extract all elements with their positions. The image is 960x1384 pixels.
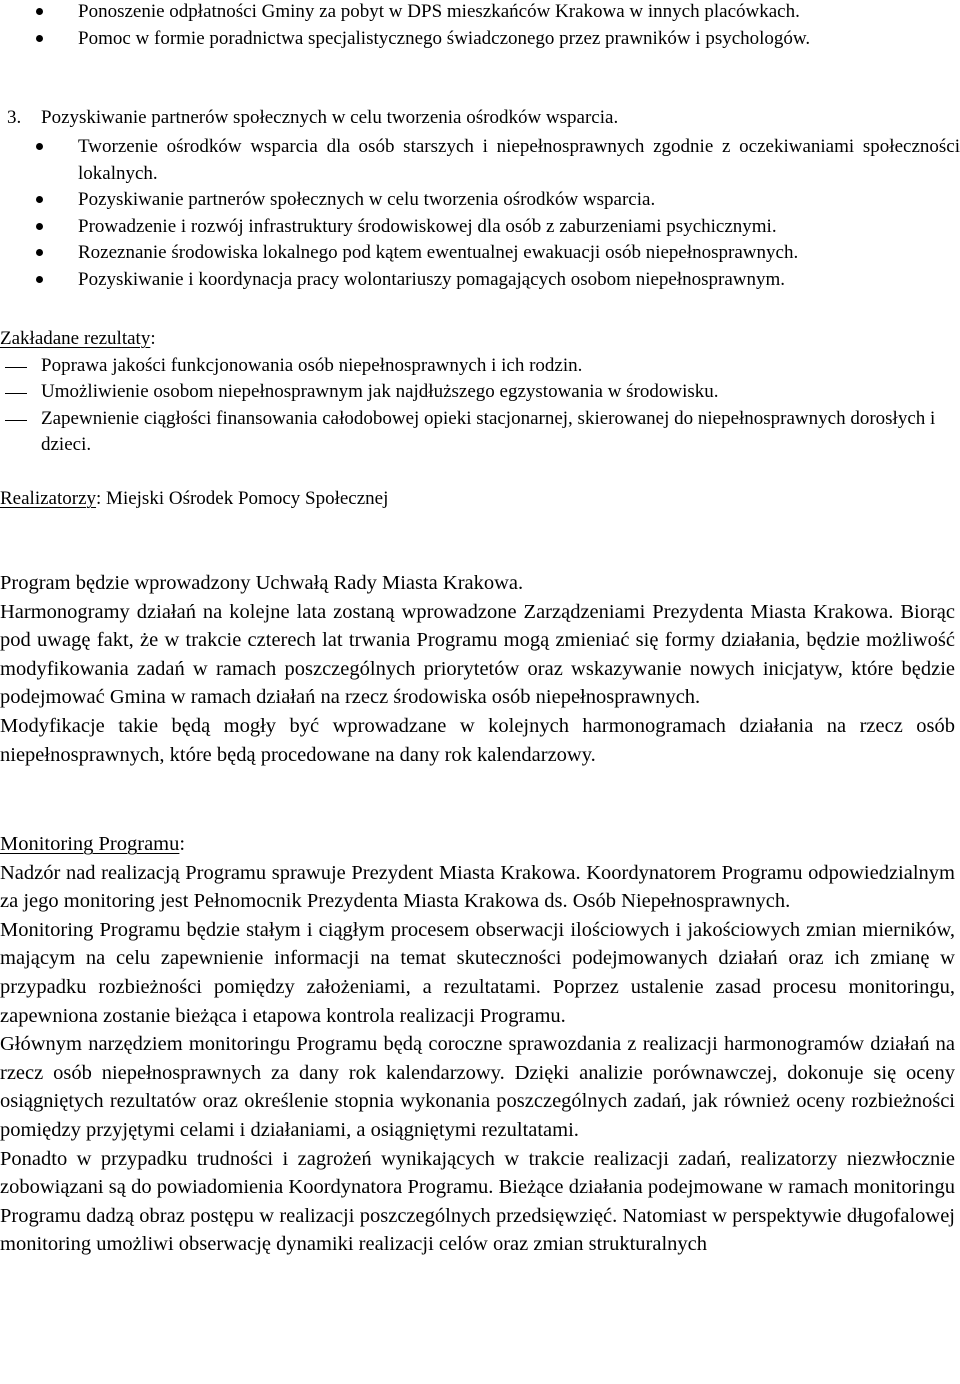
paragraph: Nadzór nad realizacją Programu sprawuje Prezydent Miasta Krakowa. Koordynatorem Programu odpowiedzialnym za jego monitoring jest Pełnomocnik Prezydenta Miasta Krakowa ds. Osób Niepełnosprawnych.: [0, 861, 955, 913]
paragraph: Monitoring Programu będzie stałym i ciągłym procesem obserwacji ilościowych i jakościowych zmian mierników, mającym na celu zapewnienie informacji na temat skuteczności podejmowanych działań oraz ich zmianę w przypadku rozbieżności pomiędzy założeniami, a rezultatami. Poprzez ustalenie zasad procesu monitoringu, zapewniona zostanie bieżąca i etapowa kontrola realizacji Programu.: [0, 918, 955, 1027]
bullet-icon: [36, 276, 43, 283]
bullet-icon: [36, 196, 43, 203]
dash-icon: [5, 367, 27, 368]
paragraph: Harmonogramy działań na kolejne lata zostaną wprowadzone Zarządzeniami Prezydenta Miasta Krakowa. Biorąc pod uwagę fakt, że w trakcie czterech lat trwania Programu mogą zmieniać się formy działania, będzie możliwość modyfikowania zadań w ramach poszczególnych priorytetów oraz wskazywanie nowych inicjatyw, które będzie podejmować Gmina w ramach działań na rzecz środowiska osób niepełnosprawnych.: [0, 600, 955, 709]
result-item: Poprawa jakości funkcjonowania osób niepełnosprawnych i ich rodzin.: [0, 353, 960, 380]
bullet-icon: [36, 249, 43, 256]
result-item: Umożliwienie osobom niepełnosprawnym jak najdłuższego egzystowania w środowisku.: [0, 379, 960, 406]
bullet-list-point3: [0, 134, 960, 294]
executors-label: Realizatorzy: [0, 488, 97, 509]
bullet-icon: [36, 143, 43, 150]
program-paragraphs: [0, 569, 955, 769]
bullet-item: Pozyskiwanie i koordynacja pracy wolontariuszy pomagających osobom niepełnosprawnym.: [0, 267, 960, 294]
dash-icon: [5, 420, 27, 421]
paragraph: Ponadto w przypadku trudności i zagrożeń wynikających w trakcie realizacji zadań, realizatorzy niezwłocznie zobowiązani są do powiadomienia Koordynatora Programu. Bieżące działania podejmowane w ramach monitoringu Programu dadzą obraz postępu w realizacji poszczególnych przedsięwzięć. Natomiast w perspektywie długofalowej monitoring umożliwi obserwację dynamiki realizacji celów oraz zmian strukturalnych: [0, 1147, 955, 1256]
results-section: [0, 326, 960, 459]
bullet-item: Rozeznanie środowiska lokalnego pod kątem ewentualnej ewakuacji osób niepełnosprawnych.: [0, 240, 960, 267]
bullet-icon: [36, 8, 43, 15]
executors-line: Realizatorzy: Miejski Ośrodek Pomocy Społecznej: [0, 488, 389, 509]
dash-icon: [5, 393, 27, 394]
bullet-item: Tworzenie ośrodków wsparcia dla osób starszych i niepełnosprawnych zgodnie z oczekiwaniami społeczności lokalnych.: [0, 134, 960, 187]
bullet-item: Ponoszenie odpłatności Gminy za pobyt w DPS mieszkańców Krakowa w innych placówkach.: [0, 0, 960, 26]
paragraph: Modyfikacje takie będą mogły być wprowadzane w kolejnych harmonogramach działania na rzecz osób niepełnosprawnych, które będą procedowane na dany rok kalendarzowy.: [0, 714, 955, 766]
result-item: Zapewnienie ciągłości finansowania całodobowej opieki stacjonarnej, skierowanej do niepełnosprawnych dorosłych i dzieci.: [0, 406, 960, 459]
paragraph: Program będzie wprowadzony Uchwałą Rady Miasta Krakowa.: [0, 572, 524, 594]
paragraph: Głównym narzędziem monitoringu Programu będą coroczne sprawozdania z realizacji harmonogramów działań na rzecz osób niepełnosprawnych za dany rok kalendarzowy. Dzięki analizie porównawczej, dokonuje się oceny osiągniętych rezultatów oraz określenie stopnia wykonania poszczególnych zadań, jak również oceny rozbieżności pomiędzy przyjętymi celami i działaniami, a osiągniętymi rezultatami.: [0, 1033, 955, 1141]
bullet-list-top: [0, 0, 960, 52]
point-text: Pozyskiwanie partnerów społecznych w celu tworzenia ośrodków wsparcia.: [41, 107, 619, 128]
point-number: 3.: [7, 107, 22, 128]
bullet-item: Prowadzenie i rozwój infrastruktury środowiskowej dla osób z zaburzeniami psychicznymi.: [0, 214, 960, 241]
monitoring-heading: Monitoring Programu:: [0, 833, 186, 855]
bullet-icon: [36, 223, 43, 230]
executors-value: Miejski Ośrodek Pomocy Społecznej: [101, 488, 389, 509]
results-heading: Zakładane rezultaty:: [0, 328, 156, 349]
bullet-icon: [36, 35, 43, 42]
monitoring-section: [0, 830, 955, 1259]
numbered-point-3: [0, 105, 960, 132]
bullet-item: Pomoc w formie poradnictwa specjalistycznego świadczonego przez prawników i psychologów.: [0, 26, 960, 53]
bullet-item: Pozyskiwanie partnerów społecznych w celu tworzenia ośrodków wsparcia.: [0, 187, 960, 214]
